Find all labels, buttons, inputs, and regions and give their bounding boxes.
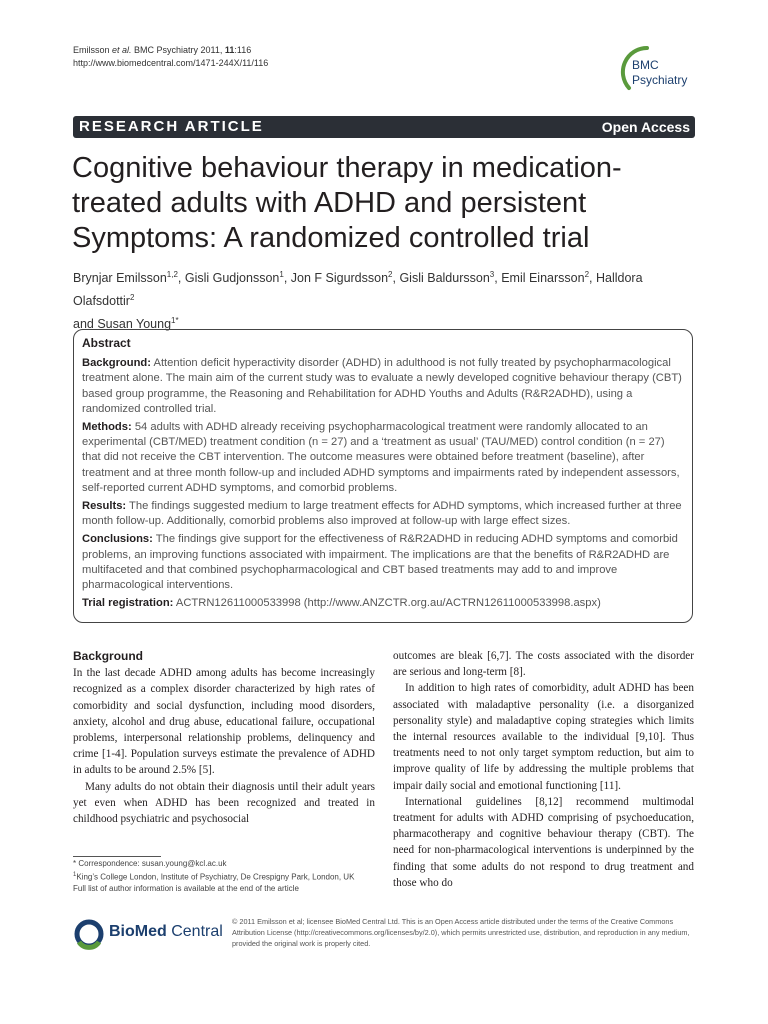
copyright-notice: © 2011 Emilsson et al; licensee BioMed Central Ltd. This is an Open Access article distributed under the terms of the Creative Commons Attribution License (http://creativecommons.org/licenses/by/2.0), which permits unrestricted use, distribution, and reproduction in any medium, provided the original work is properly cited. (232, 917, 690, 948)
abstract-box (73, 329, 693, 623)
bmc-psychiatry-logo (617, 44, 697, 100)
section-heading-background: Background (73, 649, 144, 663)
body-paragraph: In addition to high rates of comorbidity, adult ADHD has been associated with maladaptive personality (i.e. a disorganized personality style) and maladaptive coping strategies which limits the internal resources available to the individual [9,10]. Thus treatments need to not only target symptom reduction, but aim to improve quality of life by addressing the multiple problems that impair daily social and emotional functioning [11]. (393, 682, 694, 792)
body-paragraph: Many adults do not obtain their diagnosis until their adult years yet even when ADHD has been recognized and treated in childhood psychiatric and psychosocial (73, 780, 375, 826)
affiliation-note: $^1$King’s College London, Institute of Psychiatry, De Crespigny Park, London, UK (73, 871, 355, 882)
author: and Susan Young$^{1*}$ (73, 316, 179, 332)
article-url[interactable]: http://www.biomedcentral.com/1471-244X/11/116 (73, 58, 269, 68)
article-type-banner (73, 116, 695, 138)
footnotes (73, 858, 373, 894)
citation-year: 2011, (198, 45, 225, 55)
open-access-badge: Open Access (601, 119, 690, 135)
biomed-central-wordmark: BioMed Central (109, 923, 223, 940)
author: Gisli Gudjonsson$^1$, (184, 270, 291, 286)
biomed-central-swirl-icon (73, 918, 105, 950)
citation-etal: et al. (112, 45, 132, 55)
abstract-background: Background: Attention deficit hyperactivity disorder (ADHD) in adulthood is not fully treated by psychopharmacological treatment alone. The main aim of the current study was to evaluate a newly developed cognitive behaviour therapy (CBT) based group programme, the Reasoning and Rehabilitation for ADHD Youths and Adults (R&R2ADHD), using a randomized controlled trial. (82, 357, 682, 415)
body-column-left (73, 648, 375, 827)
abstract-trial-registration: Trial registration: ACTRN12611000533998 (http://www.ANZCTR.org.au/ACTRN12611000533998.aspx) (82, 597, 601, 610)
correspondence-note: * Correspondence: susan.young@kcl.ac.uk (73, 859, 227, 868)
citation-volume: 11 (224, 45, 235, 55)
citation-authors: Emilsson (73, 45, 113, 55)
logo-arc-icon (617, 44, 697, 100)
citation-journal: BMC Psychiatry (131, 45, 199, 55)
article-title: Cognitive behaviour therapy in medication-treated adults with ADHD and persistent Symptoms: A randomized controlled trial (72, 152, 622, 254)
author: Brynjar Emilsson$^{1,2}$, (73, 270, 185, 286)
abstract-heading: Abstract (82, 336, 131, 350)
author: Halldora Olafsdottir$^2$ (73, 271, 643, 309)
author-list (73, 265, 693, 334)
abstract-results: Results: The findings suggested medium to large treatment effects for ADHD symptoms, which increased further at three month follow-up. Additionally, comorbid problems also improved at follow-up with large effect sizes. (82, 500, 682, 528)
journal-citation (73, 44, 268, 70)
author: Emil Einarsson$^2$, (501, 270, 596, 286)
logo-line-2: Psychiatry (632, 73, 688, 87)
logo-line-1: BMC (632, 58, 659, 72)
footnote-divider (73, 856, 161, 857)
citation-article: :116 (234, 45, 252, 55)
body-paragraph: International guidelines [8,12] recommend multimodal treatment for adults with ADHD comprising of psychoeducation, pharmacotherapy and cognitive behaviour therapy (CBT). The need for non-pharmacological interventions is underpinned by the finding that some adults do not respond to drug treatment and those who do (393, 795, 694, 889)
body-column-right (393, 648, 694, 891)
article-type-label: RESEARCH ARTICLE (79, 118, 264, 135)
abstract-conclusions: Conclusions: The findings give support for the effectiveness of R&R2ADHD in reducing ADHD symptoms and comorbid problems, an improving functions associated with impairment. The implications are that the benefits of R&R2ADHD are multifaceted and that combined psychopharmacological and CBT based treatments may add to and improve pharmacological interventions. (82, 533, 678, 592)
author: Jon F Sigurdsson$^2$, (290, 270, 400, 286)
abstract-methods: Methods: 54 adults with ADHD already receiving psychopharmacological treatment were randomly allocated to an experimental (CBT/MED) treatment condition (n = 27) and a ‘treatment as usual’ (TAU/MED) control condition (n = 27) that did not receive the CBT intervention. The outcome measures were obtained before treatment (baseline), after treatment and at three month follow-up and included ADHD symptoms and impairments rated by independent assessors, self-reported current ADHD symptoms, and comorbid problems. (82, 421, 680, 494)
author-info-note: Full list of author information is available at the end of the article (73, 883, 299, 893)
body-paragraph: In the last decade ADHD among adults has become increasingly recognized as a complex disorder characterized by high rates of comorbidity and social dysfunction, including mood disorders, anxiety, alcohol and drug abuse, educational failure, occupational problems, interpersonal relationship problems, delinquency and crime [1-4]. Population surveys estimate the prevalence of ADHD in adults to be around 2.5% [5]. (73, 667, 375, 777)
author: Gisli Baldursson$^3$, (399, 270, 502, 286)
body-paragraph: outcomes are bleak [6,7]. The costs associated with the disorder are serious and long-term [8]. (393, 650, 694, 679)
biomed-central-logo (73, 917, 223, 951)
